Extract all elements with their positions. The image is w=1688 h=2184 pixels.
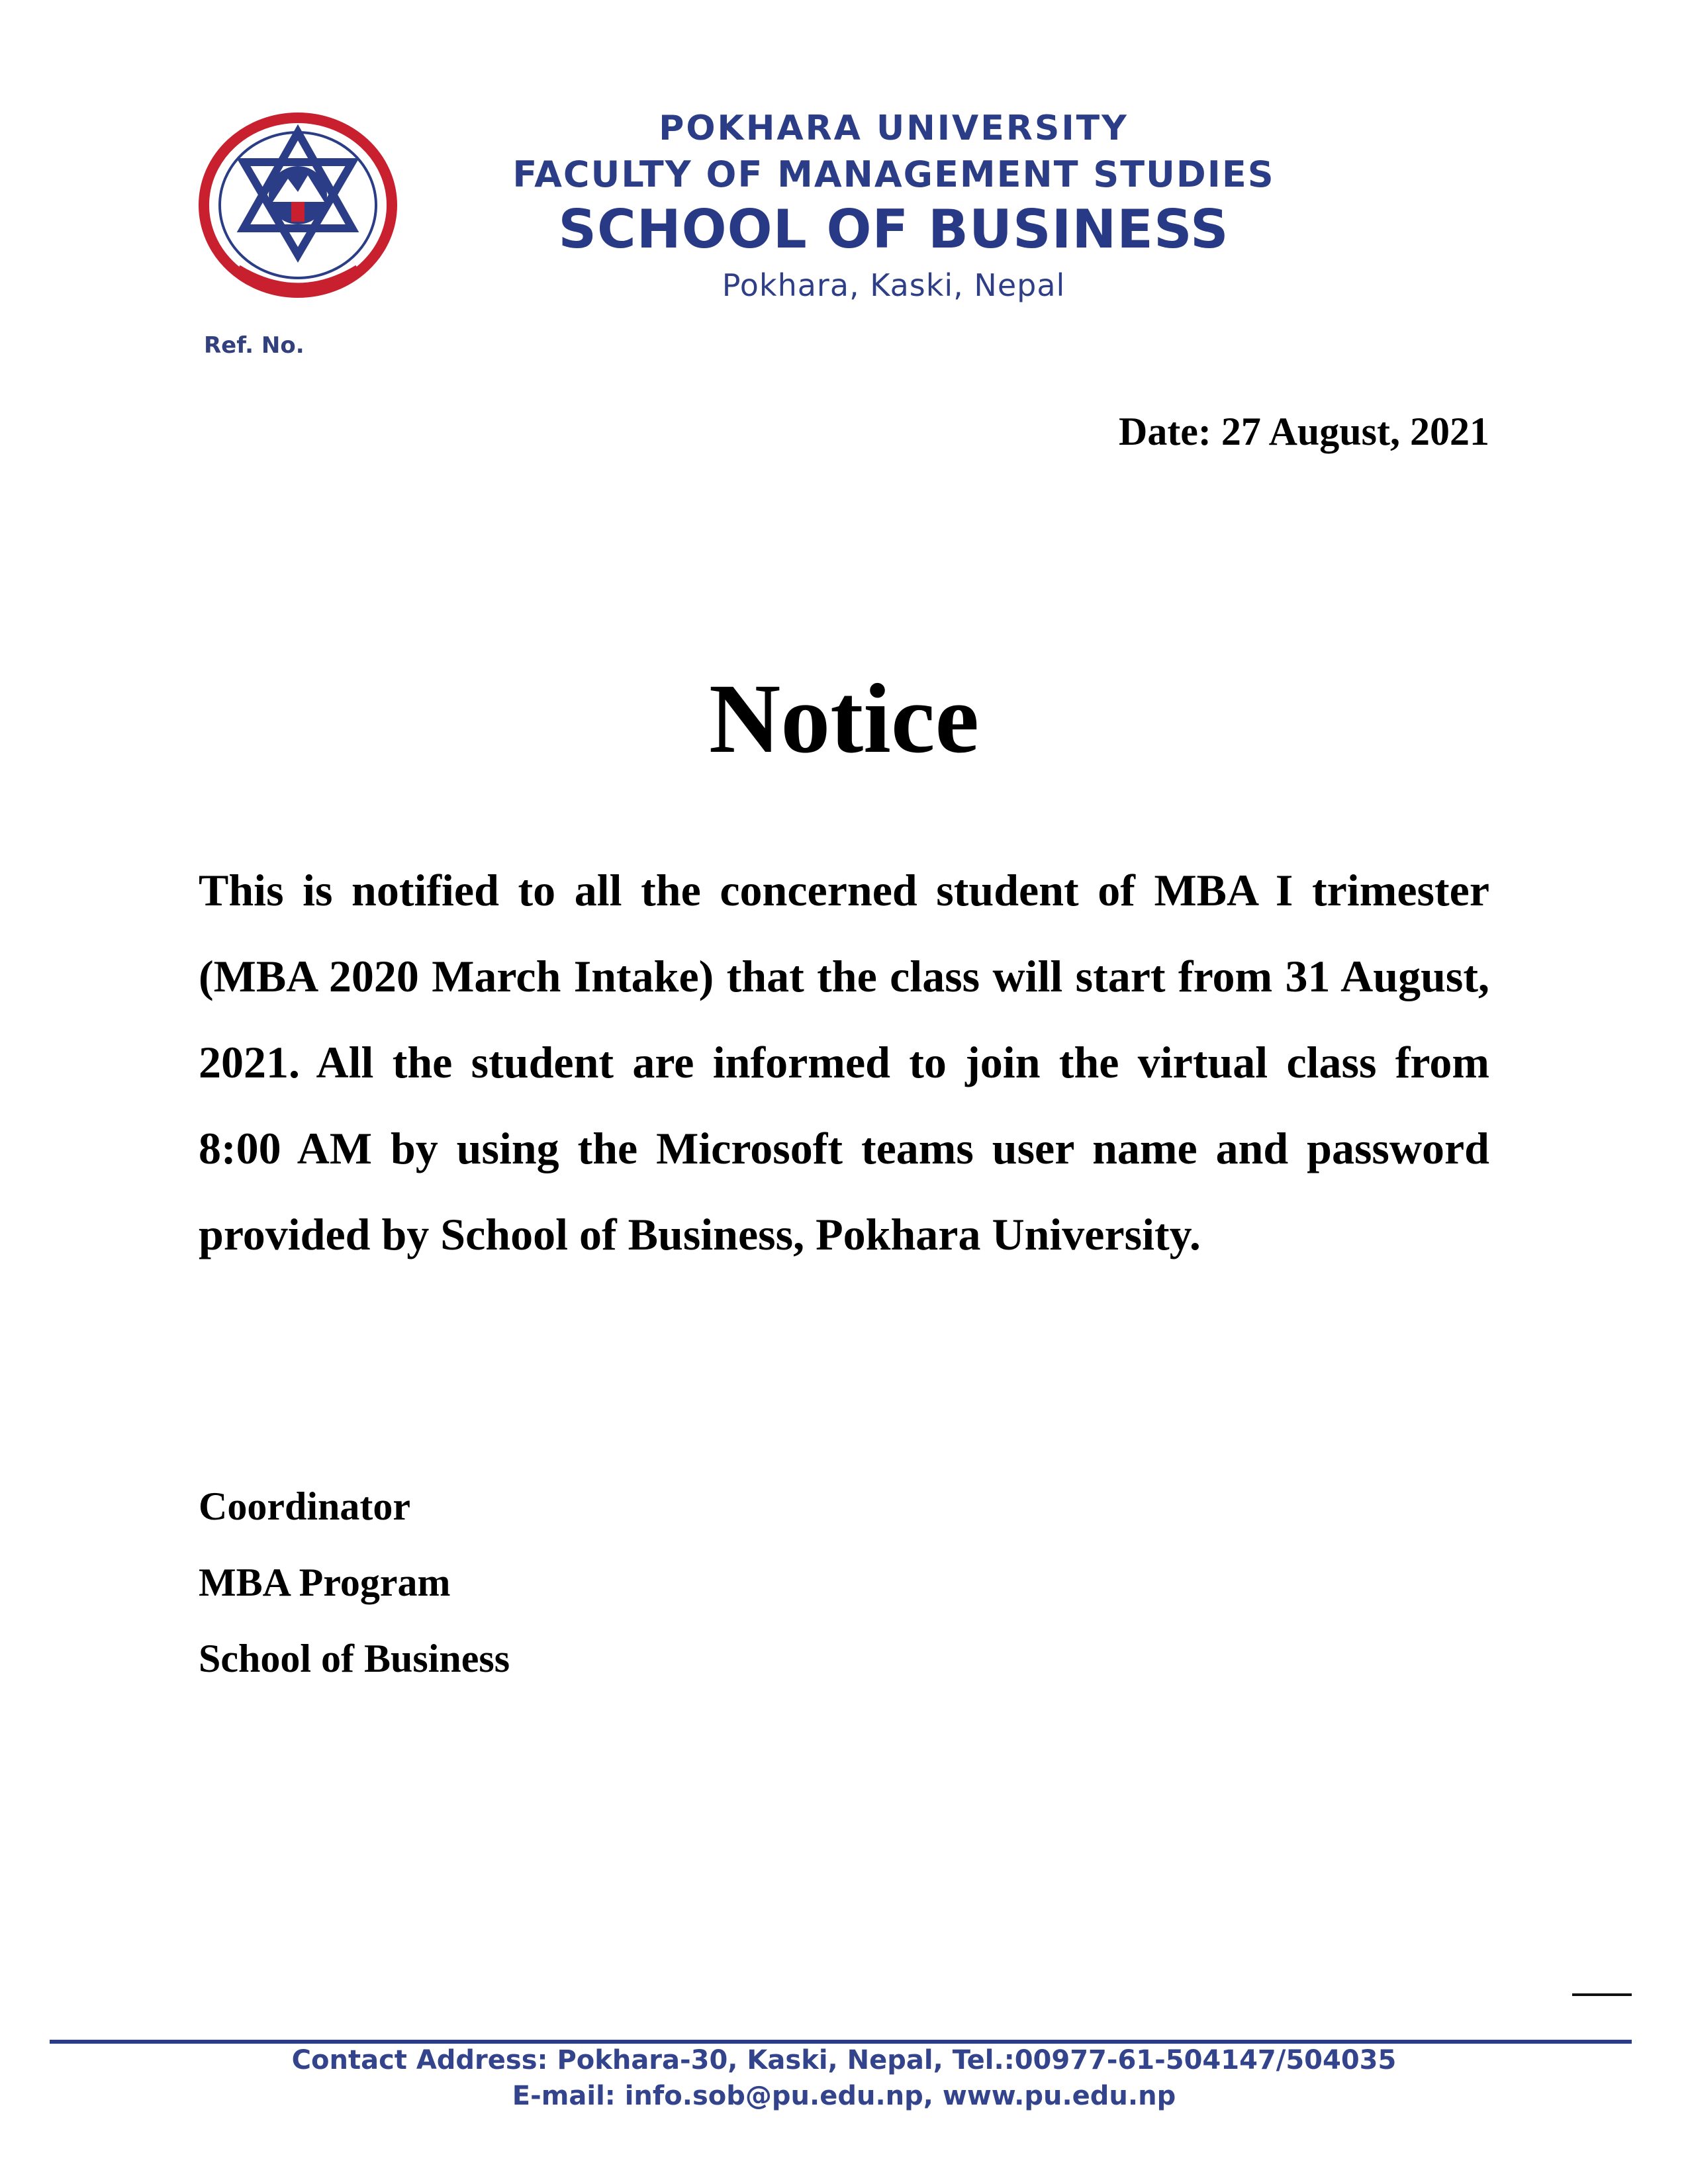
faculty-name: FACULTY OF MANAGEMENT STUDIES [512, 154, 1275, 195]
signature-program: MBA Program [199, 1561, 451, 1604]
footer-contact: Contact Address: Pokhara-30, Kaski, Nepal, Tel.:00977-61-504147/504035 [291, 2045, 1397, 2075]
signature-school: School of Business [199, 1637, 510, 1680]
signature-title: Coordinator [199, 1484, 410, 1528]
footer-divider [50, 2040, 1632, 2044]
page-mark [1572, 1993, 1632, 1996]
footer-email: E-mail: info.sob@pu.edu.np, www.pu.edu.np [512, 2081, 1176, 2111]
reference-number-label: Ref. No. [204, 332, 305, 359]
university-name: POKHARA UNIVERSITY [659, 109, 1129, 148]
university-logo [199, 113, 397, 304]
notice-date: Date: 27 August, 2021 [1118, 410, 1489, 453]
school-name: SCHOOL OF BUSINESS [558, 199, 1229, 260]
notice-body: This is notified to all the concerned student of MBA I trimester (MBA 2020 March Intake) that the class will start from 31 August, 2021. All the student are informed to join the virtual class from 8:00 AM by using the Microsoft teams user name and password provided by School of Business, Pokhara University. [199, 865, 1489, 1259]
notice-title: Notice [708, 664, 980, 774]
letterhead-address: Pokhara, Kaski, Nepal [722, 267, 1066, 303]
